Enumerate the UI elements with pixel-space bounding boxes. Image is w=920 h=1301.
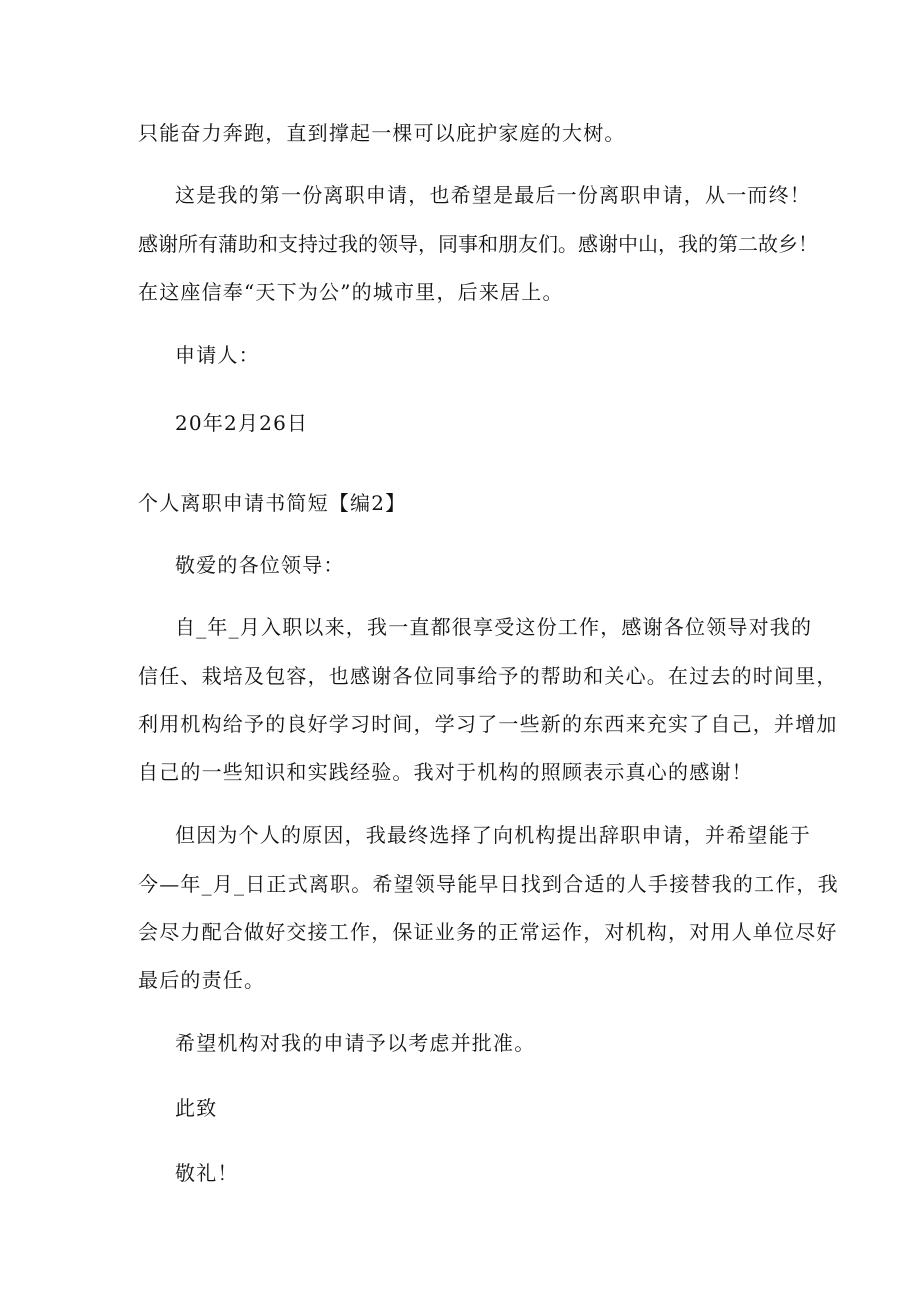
applicant-label: 申请人： (175, 343, 260, 367)
paragraph-line: 在这座信奉“天下为公”的城市里，后来居上。 (138, 280, 564, 304)
paragraph-line: 会尽力配合做好交接工作，保证业务的正常运作，对机构，对用人单位尽好 (138, 920, 838, 944)
greeting: 敬爱的各位领导： (175, 553, 345, 577)
paragraph-line: 只能奋力奔跑，直到撑起一棵可以庇护家庭的大树。 (138, 121, 626, 145)
closing-regards: 敬礼！ (175, 1161, 239, 1185)
section-title: 个人离职申请书简短【编2】 (138, 491, 407, 515)
paragraph-line: 信任、栽培及包容，也感谢各位同事给予的帮助和关心。在过去的时间里， (138, 664, 838, 688)
paragraph-line: 自己的一些知识和实践经验。我对于机构的照顾表示真心的感谢！ (138, 760, 753, 784)
paragraph-line: 自_年_月入职以来，我一直都很享受这份工作，感谢各位领导对我的 (175, 615, 813, 639)
paragraph-line: 这是我的第一份离职申请，也希望是最后一份离职申请，从一而终！ (175, 183, 811, 207)
closing-salutation: 此致 (175, 1096, 218, 1120)
paragraph-line: 希望机构对我的申请予以考虑并批准。 (175, 1031, 536, 1055)
paragraph-line: 感谢所有蒲助和支持过我的领导，同事和朋友们。感谢中山，我的第二故乡！ (138, 232, 818, 256)
paragraph-line: 利用机构给予的良好学习时间，学习了一些新的东西来充实了自己，并增加 (138, 712, 838, 736)
paragraph-line: 最后的责任。 (138, 968, 266, 992)
paragraph-line: 但因为个人的原因，我最终选择了向机构提出辞职申请，并希望能于 (175, 823, 811, 847)
date-text: 20年2月26日 (175, 411, 309, 435)
paragraph-line: 今—年_月_日正式离职。希望领导能早日找到合适的人手接替我的工作，我 (138, 872, 839, 896)
